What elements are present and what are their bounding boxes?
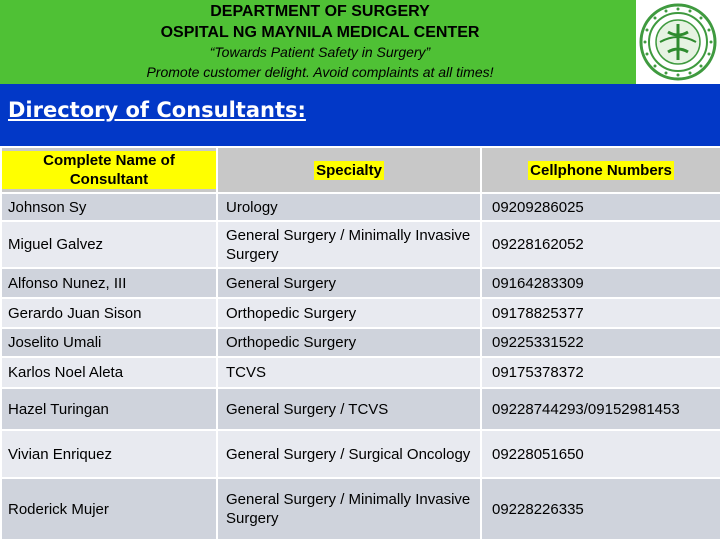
motto: Promote customer delight. Avoid complaints at all times! <box>146 64 494 80</box>
consultant-phone: 09164283309 <box>481 268 720 298</box>
table-row <box>1 430 720 478</box>
consultant-specialty: Urology <box>217 193 481 221</box>
consultant-name: Joselito Umali <box>1 328 217 357</box>
table-row <box>1 357 720 388</box>
directory-title: Directory of Consultants: <box>8 98 306 122</box>
consultant-specialty: General Surgery / Surgical Oncology <box>217 430 481 478</box>
hospital-seal-icon <box>638 2 718 82</box>
consultant-name: Johnson Sy <box>1 193 217 221</box>
table-row <box>1 328 720 357</box>
consultant-phone: 09175378372 <box>481 357 720 388</box>
table-row <box>1 268 720 298</box>
consultant-name: Vivian Enriquez <box>1 430 217 478</box>
table-row <box>1 388 720 430</box>
column-header-specialty: Specialty <box>217 147 481 193</box>
consultant-phone: 09225331522 <box>481 328 720 357</box>
logo <box>636 0 720 84</box>
column-header-phone: Cellphone Numbers <box>481 147 720 193</box>
column-header-name: Complete Name of Consultant <box>1 147 217 193</box>
consultant-phone: 09228051650 <box>481 430 720 478</box>
consultant-name: Roderick Mujer <box>1 478 217 540</box>
table-row <box>1 221 720 268</box>
table-row <box>1 193 720 221</box>
page-header <box>0 0 636 84</box>
consultant-name: Hazel Turingan <box>1 388 217 430</box>
consultant-phone: 09228162052 <box>481 221 720 268</box>
consultant-specialty: General Surgery <box>217 268 481 298</box>
hospital-name: OSPITAL NG MAYNILA MEDICAL CENTER <box>160 24 480 41</box>
table-header-row <box>1 147 720 193</box>
consultant-phone: 09228744293/09152981453 <box>481 388 720 430</box>
consultant-name: Gerardo Juan Sison <box>1 298 217 328</box>
consultant-name: Miguel Galvez <box>1 221 217 268</box>
consultant-name: Karlos Noel Aleta <box>1 357 217 388</box>
consultant-specialty: General Surgery / Minimally Invasive Surgery <box>217 221 481 268</box>
consultant-specialty: Orthopedic Surgery <box>217 298 481 328</box>
consultants-table <box>0 146 720 541</box>
consultant-specialty: General Surgery / TCVS <box>217 388 481 430</box>
directory-banner <box>0 84 720 146</box>
table-row <box>1 478 720 540</box>
table-row <box>1 298 720 328</box>
consultant-phone: 09228226335 <box>481 478 720 540</box>
consultant-phone: 09209286025 <box>481 193 720 221</box>
consultant-specialty: TCVS <box>217 357 481 388</box>
tagline: “Towards Patient Safety in Surgery” <box>209 44 431 60</box>
consultant-name: Alfonso Nunez, III <box>1 268 217 298</box>
department-title: DEPARTMENT OF SURGERY <box>210 3 430 20</box>
consultant-phone: 09178825377 <box>481 298 720 328</box>
consultant-specialty: Orthopedic Surgery <box>217 328 481 357</box>
consultant-specialty: General Surgery / Minimally Invasive Surgery <box>217 478 481 540</box>
